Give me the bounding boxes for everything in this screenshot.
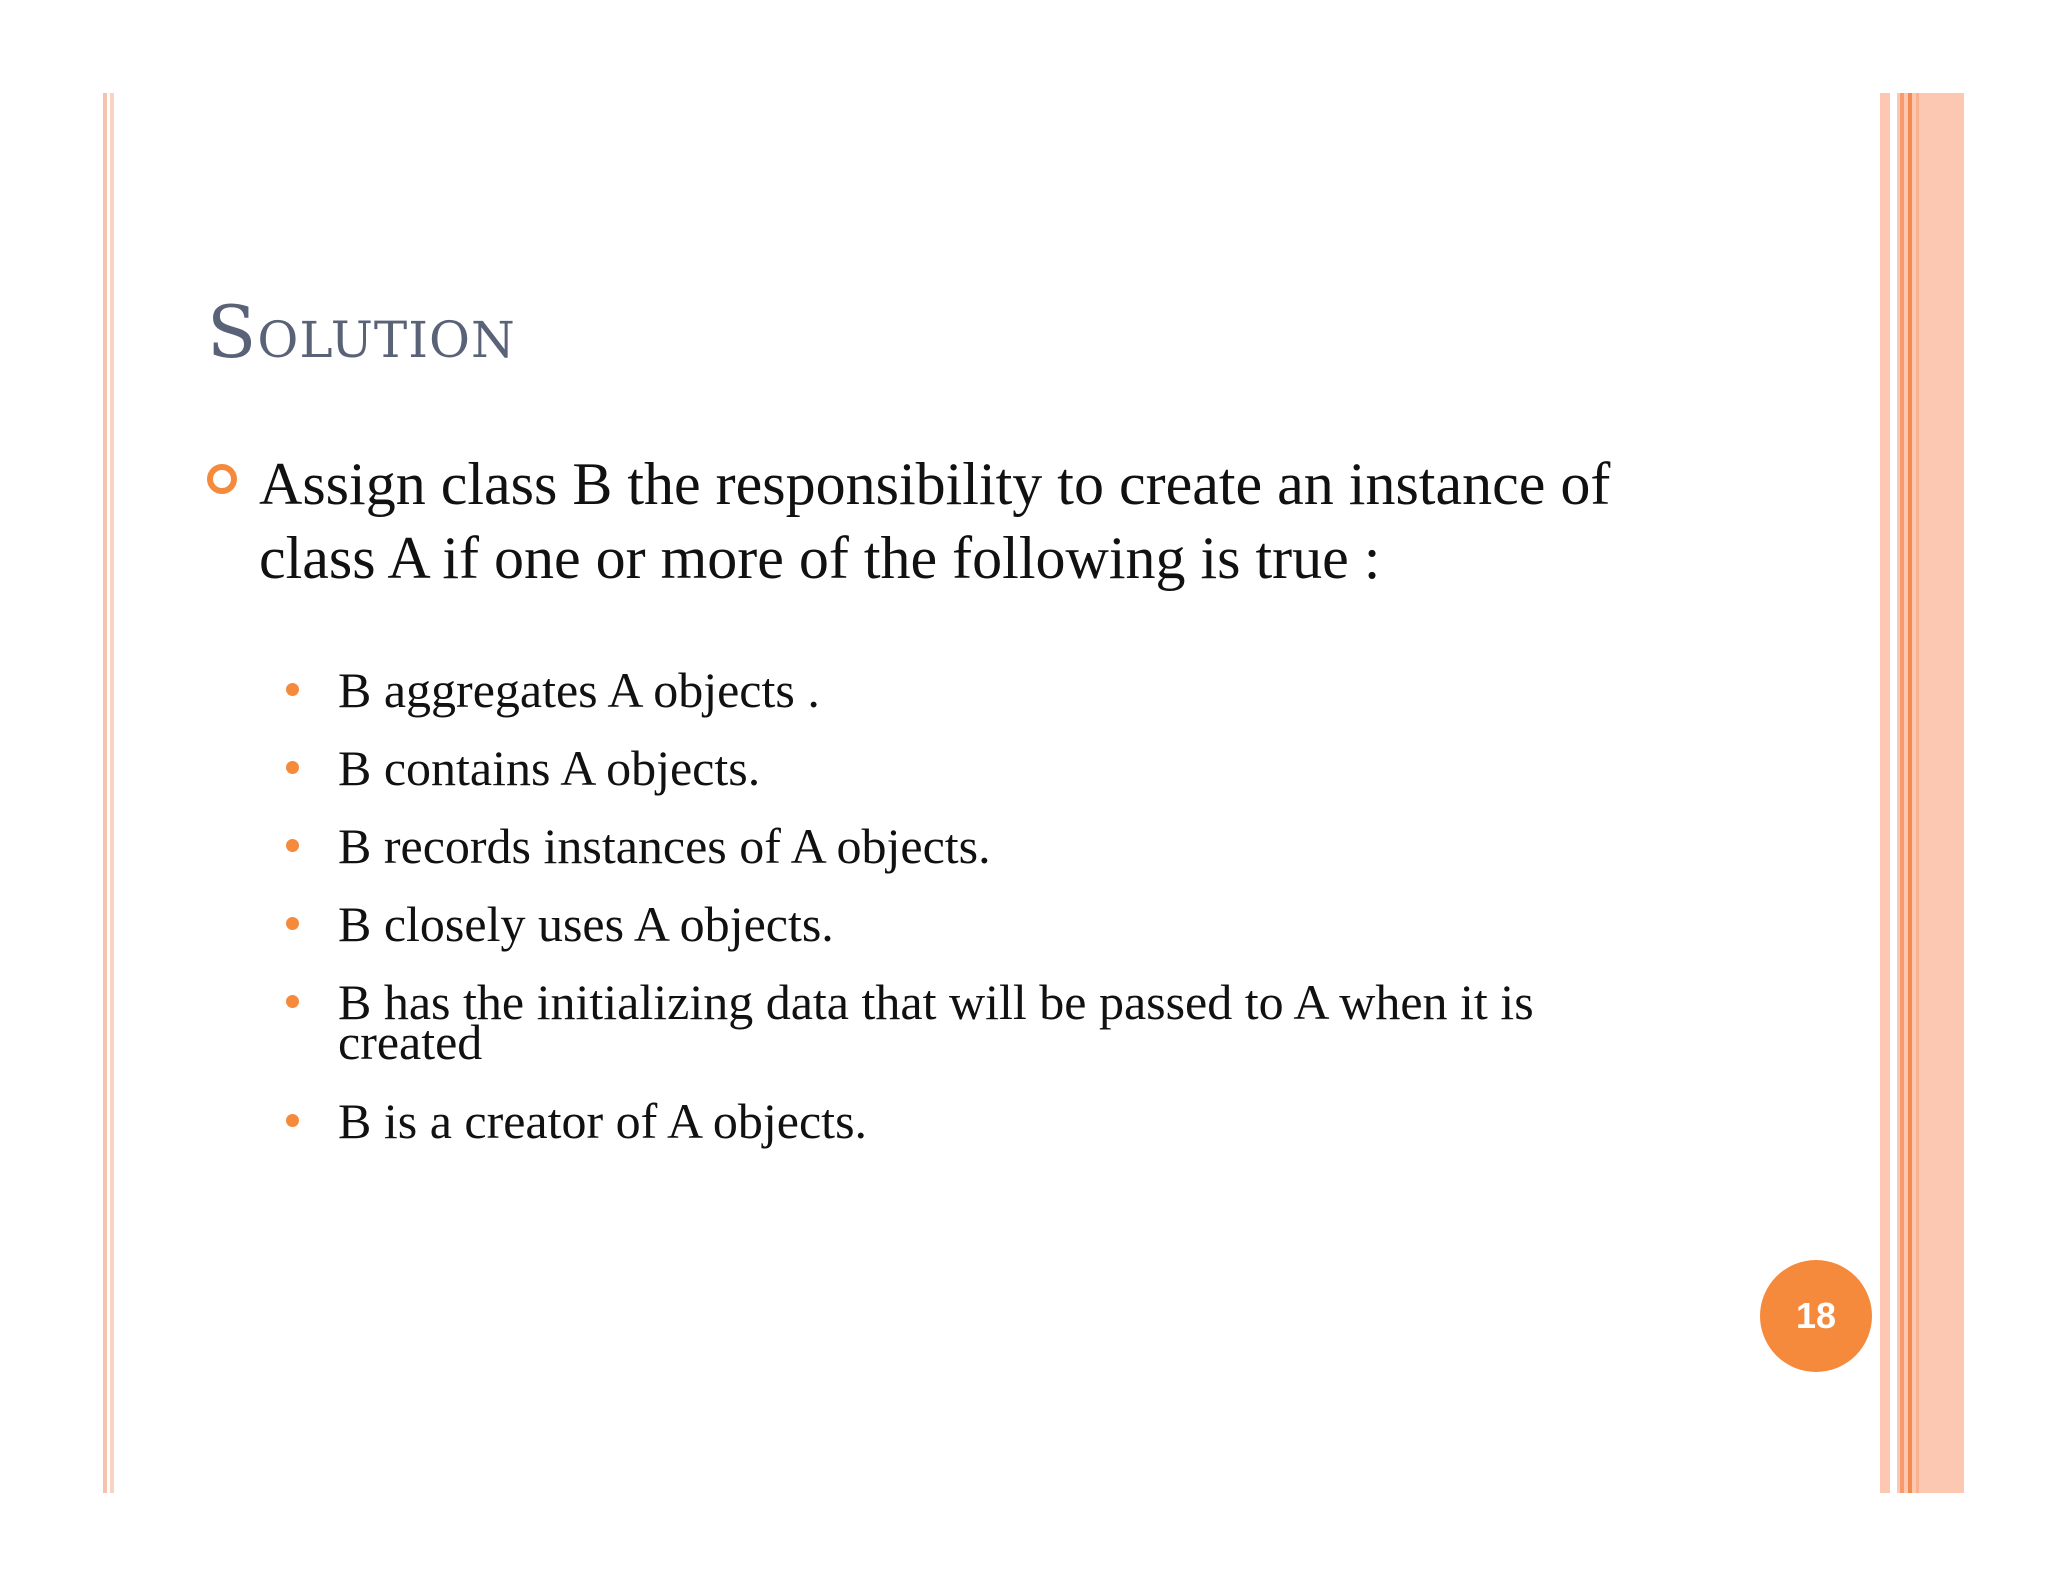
sub-bullet-item (282, 662, 1662, 718)
sub-bullet-text: B has the initializing data that will be passed to A when it is created (338, 974, 1534, 1070)
sub-bullet-text: B contains A objects. (338, 740, 761, 796)
sub-bullet-item (282, 896, 1662, 952)
dot-bullet-icon (286, 917, 299, 930)
right-decor-line (1916, 93, 1919, 1493)
right-decor-line (1908, 93, 1912, 1493)
sub-bullet-text: B closely uses A objects. (338, 896, 834, 952)
dot-bullet-icon (286, 839, 299, 852)
sub-bullet-item (282, 740, 1662, 796)
right-decor-gap (1890, 93, 1897, 1493)
main-bullet-text: Assign class B the responsibility to create an instance of class A if one or more of the following is true : (259, 451, 1611, 591)
left-decor-stripe (110, 93, 114, 1493)
left-decor-stripe (103, 93, 107, 1493)
dot-bullet-icon (286, 761, 299, 774)
dot-bullet-icon (286, 995, 299, 1008)
dot-bullet-icon (286, 683, 299, 696)
sub-bullet-text: B records instances of A objects. (338, 818, 991, 874)
sub-bullet-item (282, 974, 1662, 1070)
page-number-badge: 18 (1760, 1260, 1872, 1372)
dot-bullet-icon (286, 1114, 299, 1127)
right-decor-line (1900, 93, 1904, 1493)
sub-bullet-item (282, 818, 1662, 874)
sub-bullet-text: B is a creator of A objects. (338, 1093, 868, 1149)
sub-bullet-text: B aggregates A objects . (338, 662, 820, 718)
slide-title: Solution (207, 290, 516, 374)
sub-bullet-list (282, 662, 1662, 1179)
sub-bullet-item (282, 1093, 1662, 1149)
ring-bullet-icon (207, 464, 237, 494)
